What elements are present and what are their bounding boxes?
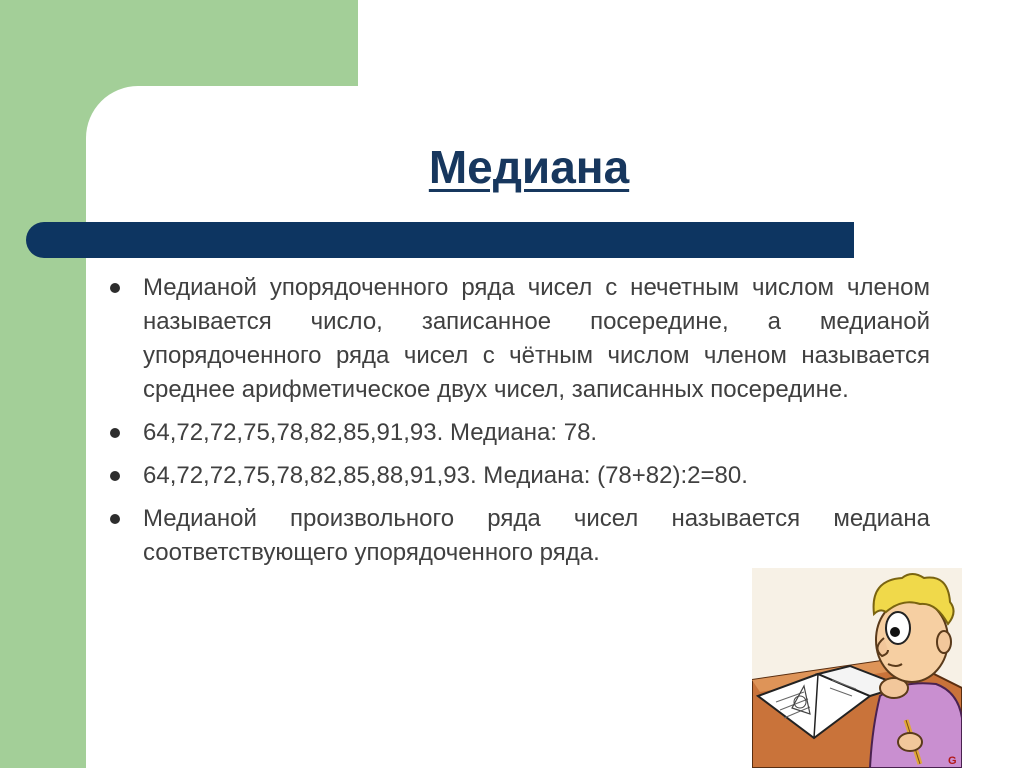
bullet-text: Медианой произвольного ряда чисел называется медиана соответствующего упорядоченного ряда. [143, 505, 930, 566]
student-reading-illustration [752, 568, 962, 768]
slide-title: Медиана [428, 141, 630, 193]
bullet-dot-icon [110, 428, 120, 438]
title-divider-bar [26, 222, 854, 258]
bullet-item [100, 416, 930, 450]
bullet-dot-icon [110, 514, 120, 524]
bullet-item [100, 502, 930, 570]
bullet-item [100, 271, 930, 407]
bullet-text: Медианой упорядоченного ряда чисел с нечетным числом членом называется число, записанное посередине, а медианой упорядоченного ряда чисел с чётным числом членом называется среднее арифметическое двух чисел, записанных посередине. [143, 274, 930, 403]
bullet-dot-icon [110, 283, 120, 293]
bullet-list [100, 271, 930, 579]
bullet-text: 64,72,72,75,78,82,85,91,93. Медиана: 78. [143, 419, 598, 446]
illustration-logo: G [948, 755, 957, 767]
bullet-item [100, 459, 930, 493]
bullet-text: 64,72,72,75,78,82,85,88,91,93. Медиана: (78+82):2=80. [143, 462, 748, 489]
bullet-dot-icon [110, 471, 120, 481]
